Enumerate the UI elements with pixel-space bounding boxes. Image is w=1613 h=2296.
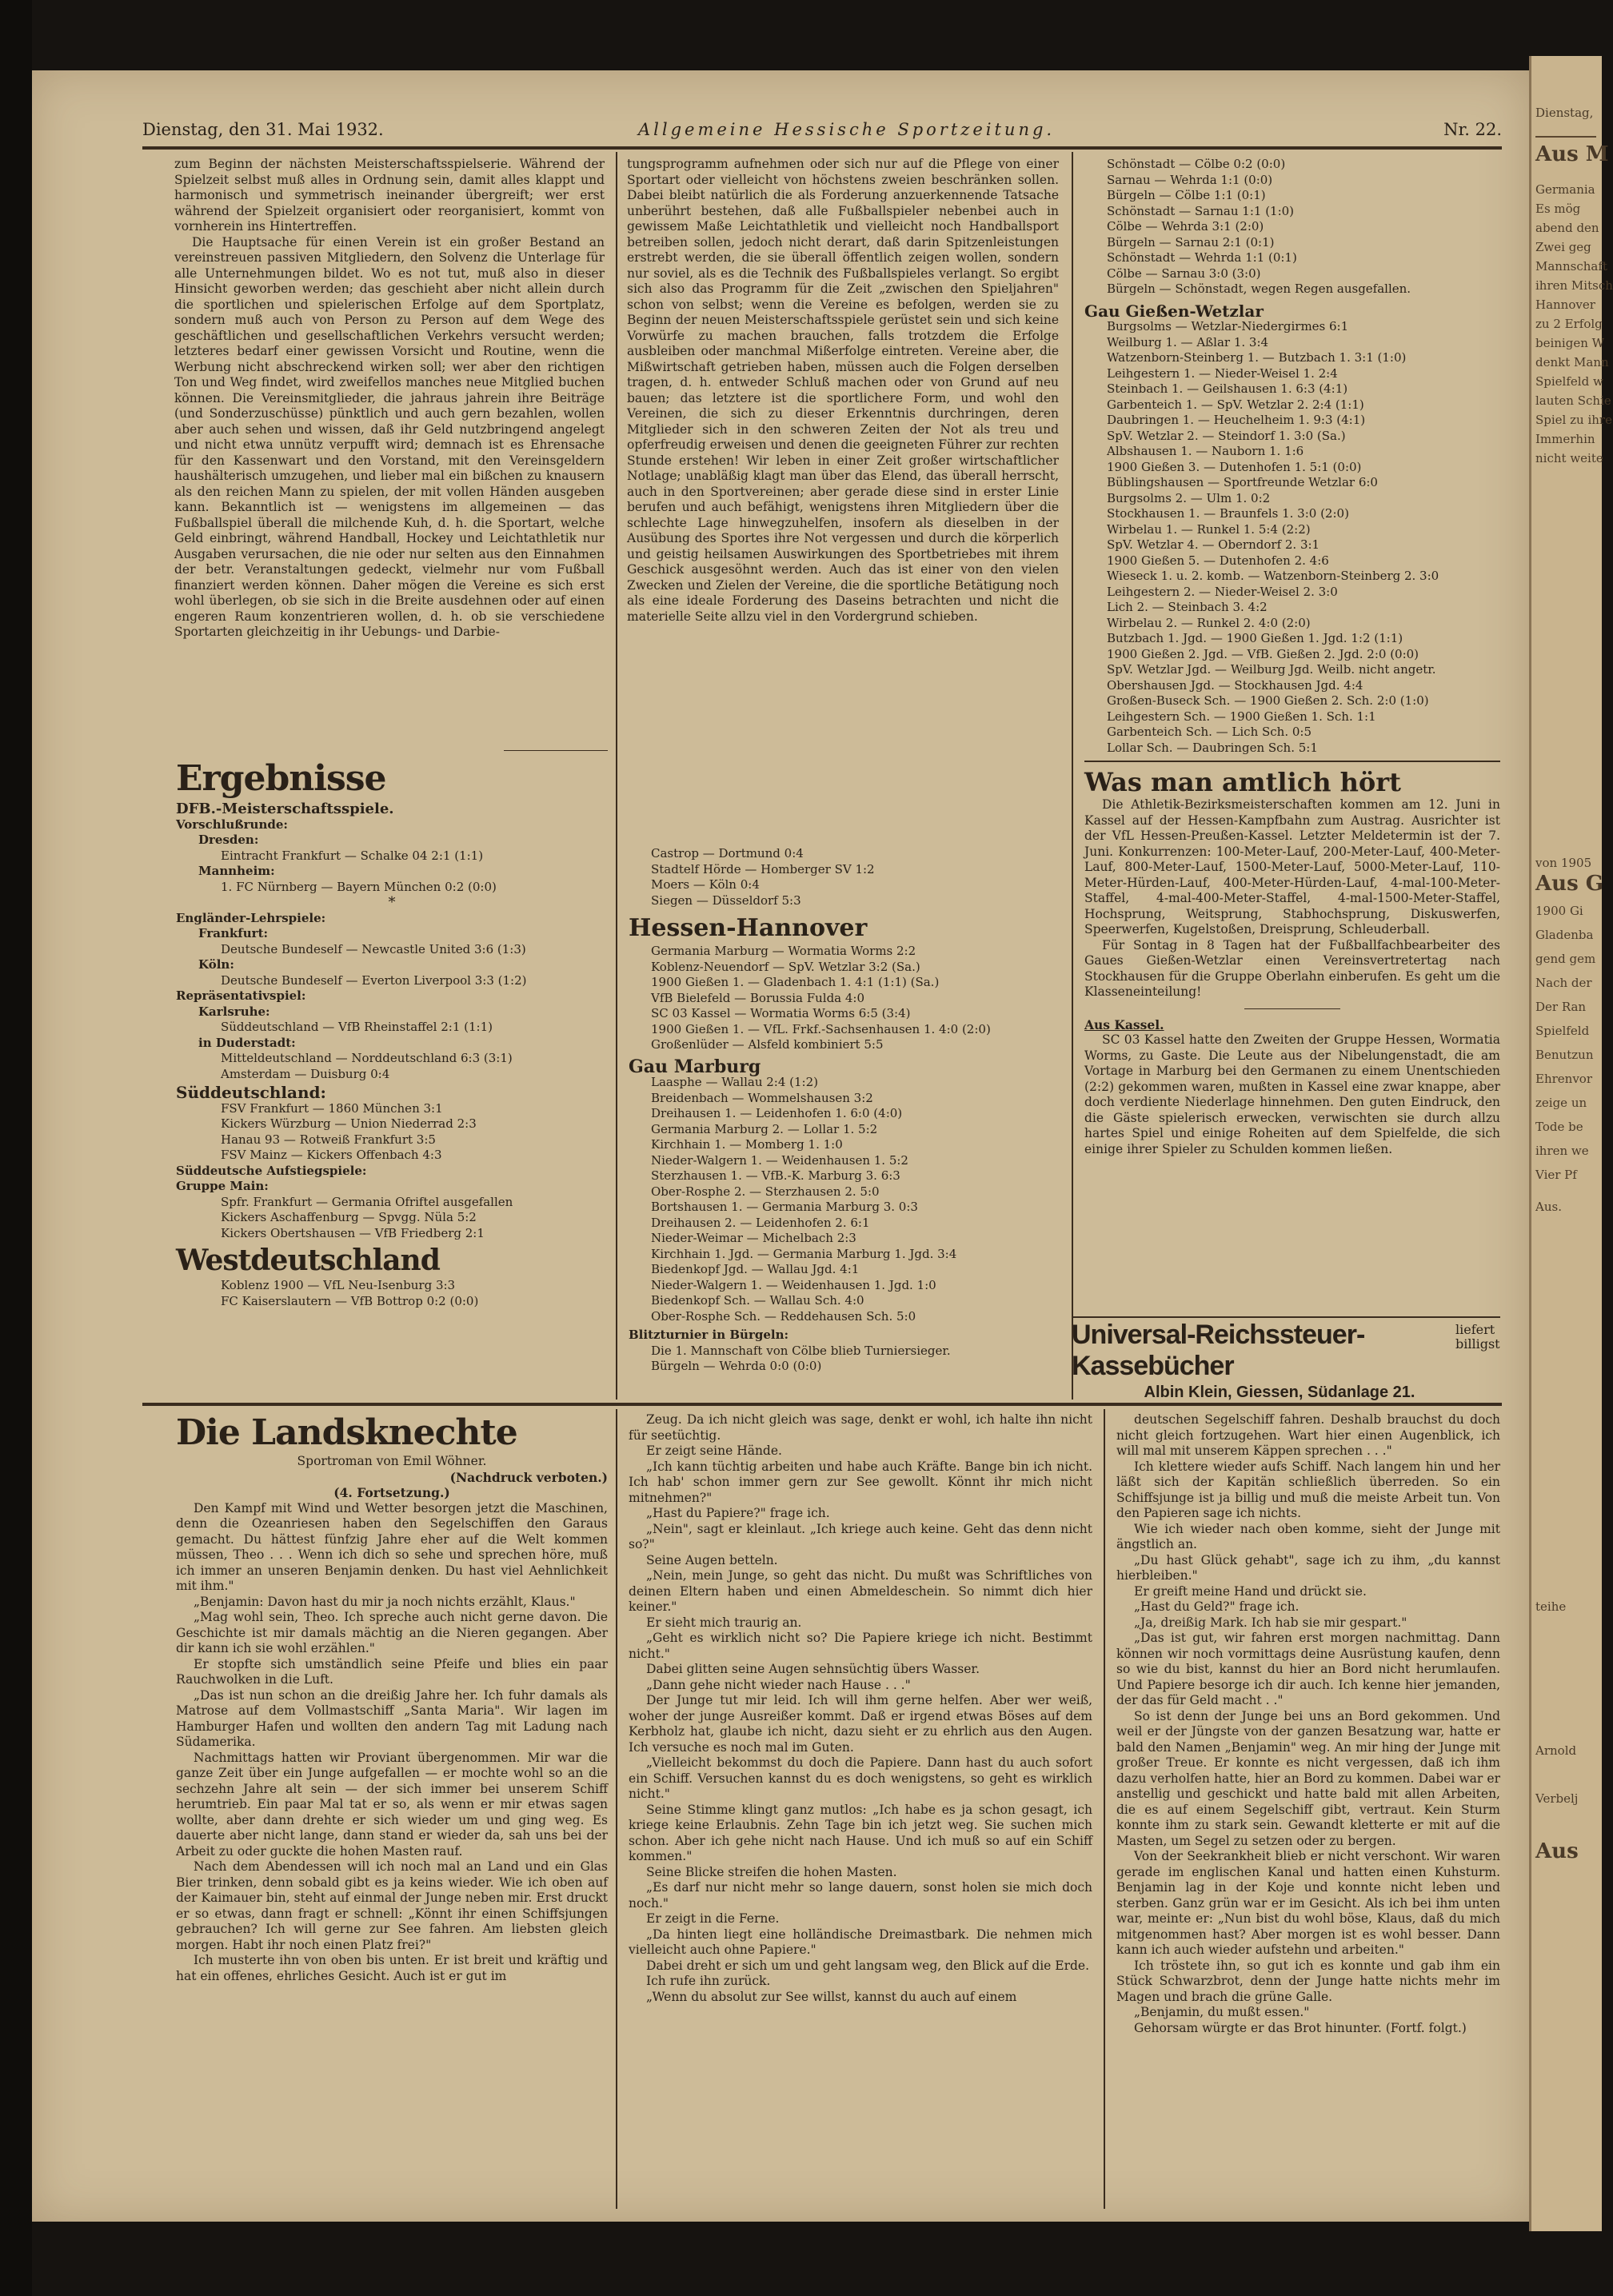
result-line: 1900 Gießen 5. — Dutenhofen 2. 4:6 [1107, 553, 1329, 568]
result-line: Nieder-Weimar — Michelbach 2:3 [651, 1231, 856, 1245]
novel-paragraph: Seine Stimme klingt ganz mutlos: „Ich habe es ja schon gesagt, ich kriege keine Erlaubnis. Zehn Tage bin ich jetzt weg. Sie suchen mich schon. Aber ich gehe nicht nach Hause. Und ich muß so auf ein Schiff kommen." [629, 1802, 1092, 1863]
next-page-fragment: teihe [1535, 1599, 1567, 1614]
next-page-fragment: Spielfeld w [1535, 374, 1603, 389]
result-line: Kirchhain 1. Jgd. — Germania Marburg 1. Jgd. 3:4 [651, 1246, 957, 1261]
result-line: Nieder-Walgern 1. — Weidenhausen 1. Jgd. 1:0 [651, 1277, 936, 1292]
column-rule [616, 1409, 617, 2209]
next-page-fragment: Nach der [1535, 976, 1592, 990]
result-line: Repräsentativspiel: [176, 988, 306, 1003]
next-page-fragment: Immerhin [1535, 432, 1595, 446]
gau-giessen-heading: Gau Gießen-Wetzlar [1084, 301, 1264, 321]
hessen-heading: Hessen-Hannover [629, 914, 868, 942]
blitz-heading: Blitzturnier in Bürgeln: [629, 1328, 789, 1342]
result-line: Großen-Buseck Sch. — 1900 Gießen 2. Sch. 2:0 (1:0) [1107, 693, 1429, 708]
column-rule [616, 152, 617, 1400]
result-line: Büblingshausen — Sportfreunde Wetzlar 6:0 [1107, 475, 1378, 489]
result-line: Spfr. Frankfurt — Germania Ofriftel ausgefallen [221, 1194, 513, 1209]
result-line: Lich 2. — Steinbach 3. 4:2 [1107, 600, 1268, 614]
result-line: Siegen — Düsseldorf 5:3 [651, 892, 801, 908]
novel-paragraph: „Hast du Papiere?" frage ich. [646, 1506, 830, 1520]
next-page-fragment: ihren Mitsch [1535, 278, 1613, 293]
result-line: Garbenteich Sch. — Lich Sch. 0:5 [1107, 725, 1312, 739]
amtlich-heading: Was man amtlich hört [1084, 767, 1401, 797]
ad-side-text: liefert billigst [1455, 1322, 1500, 1352]
gau-marburg-heading: Gau Marburg [629, 1056, 761, 1077]
result-line: 1900 Gießen 1. — Gladenbach 1. 4:1 (1:1) (Sa.) [651, 975, 940, 989]
result-line: Breidenbach — Wommelshausen 3:2 [651, 1090, 873, 1105]
result-line: Ober-Rosphe 2. — Sterzhausen 2. 5:0 [651, 1184, 880, 1199]
novel-paragraph: „Vielleicht bekommst du doch die Papiere. Dann hast du auch sofort ein Schiff. Versuchen kannst du es doch wenigstens, so geht es wirklich nicht." [629, 1755, 1092, 1801]
result-line: SpV. Wetzlar Jgd. — Weilburg Jgd. Weilb. nicht angetr. [1107, 662, 1436, 677]
next-page-fragment: Arnold [1535, 1743, 1577, 1758]
novel-paragraph: Nach dem Abendessen will ich noch mal an Land und ein Glas Bier trinken, denn sobald gibt es ja keins wieder. Wie ich oben auf der Kaimauer bin, steht auf einmal der Junge neben mir. Erst druckt er so etwas, dann fragt er schnell: „Könnt ihr einen Schiffsjungen gebrauchen? Ich will gerne zur See fahren. Am liebsten gleich morgen. Habt ihr noch einen Platz frei?" [176, 1859, 608, 1952]
result-line: Kickers Aschaffenburg — Spvgg. Nüla 5:2 [221, 1210, 477, 1224]
novel-text-3 [1116, 1412, 1500, 2036]
result-line: Deutsche Bundeself — Newcastle United 3:6 (1:3) [221, 941, 526, 956]
next-page-fragment: beinigen W [1535, 336, 1605, 350]
next-page-fragment: Zwei geg [1535, 240, 1591, 254]
result-line: Daubringen 1. — Heuchelheim 1. 9:3 (4:1) [1107, 413, 1366, 427]
next-page-date: Dienstag, [1535, 106, 1594, 120]
article-paragraph: Die Hauptsache für einen Verein ist ein großer Bestand an vereinstreuen passiven Mitgliedern, den Solvenz die Unterlage für alle Unternehmungen bildet. Wo es not tut, muß also in dieser Hinsicht geworben werden; das geschieht aber nicht allein durch die sportlichen und spielerischen Erfolge auf dem Sportplatz, sondern muß auch von Person zu Person auf dem Wege des geschäftlichen und gesellschaftlichen Verkehrs versucht werden; letzteres bedarf einer gewissen Vorsicht und Routine, wenn die Werbung nicht abschreckend wirken soll; wer aber den richtigen Ton und Weg findet, wird zweifellos manches neue Mitglied buchen können. Die Vereinsmitglieder, die jahraus jahrein ihre Beiträge (und Sonderzuschüsse) pünktlich und auch gern bezahlen, wollen aber auch sehen und wissen, daß ihr Geld nutzbringend angelegt und nicht etwa unnütz verpufft wird; demnach ist es Ehrensache für den Kassenwart und den Vorstand, mit den Vereinsgeldern haushälterisch umzugehen, und lieber mal ein bißchen zu knausern als den reichen Mann zu spielen, der mit vollen Händen ausgeben kann. Bekanntlich ist — wenigstens im allgemeinen — das Fußballspiel überall die milchende Kuh, d. h. die Sportart, welche Geld einbringt, während Handball, Hockey und Leichtathletik nur Ausgaben verursachen, die nie oder nur selten aus den Einnahmen der betr. Veranstaltungen gedeckt, vielmehr nur vom Fußball finanziert werden können. Daher mögen die Vereine es sich erst wohl überlegen, ob sie sich in die Breite ausdehnen oder auf einen engeren Raum konzentrieren wollen, d. h. ob sie verschiedene Sportarten gleichzeitig in ihr Uebungs- und Darbie- [174, 234, 605, 639]
novel-part: (4. Fortsetzung.) [333, 1485, 450, 1500]
result-line: Köln: [198, 957, 234, 972]
result-line: Süddeutsche Aufstiegspiele: [176, 1163, 367, 1178]
result-line: Biedenkopf Sch. — Wallau Sch. 4:0 [651, 1293, 864, 1308]
marburg-results-list [629, 1075, 1067, 1324]
result-line: Eintracht Frankfurt — Schalke 04 2:1 (1:1) [221, 848, 484, 863]
result-line: SC 03 Kassel — Wormatia Worms 6:5 (3:4) [651, 1006, 911, 1020]
article-column-2 [627, 157, 1059, 625]
result-line: FSV Mainz — Kickers Offenbach 4:3 [221, 1148, 442, 1162]
novel-paragraph: Dabei glitten seine Augen sehnsüchtig übers Wasser. [646, 1662, 980, 1676]
result-line: Biedenkopf Jgd. — Wallau Jgd. 4:1 [651, 1262, 860, 1276]
novel-paragraph: „Das ist gut, wir fahren erst morgen nachmittag. Dann können wir noch vormittags deine Ausrüstung kaufen, denn so wie du bist, kannst du hier an Bord nicht herumlaufen. Und Papiere besorge ich dir auch. Ich kenne hier jemanden, der das für Geld macht . ." [1116, 1631, 1500, 1707]
result-line: 1. FC Nürnberg — Bayern München 0:2 (0:0) [221, 879, 497, 894]
novel-column-2 [629, 1412, 1092, 2005]
next-page-fragment: Es mög [1535, 202, 1581, 216]
novel-paragraph: deutschen Segelschiff fahren. Deshalb brauchst du doch nicht gleich fortzugehen. Wart hier einen Augenblick, ich will mal mit unserem Käppen sprechen . . ." [1116, 1412, 1500, 1458]
result-line: FSV Frankfurt — 1860 München 3:1 [221, 1100, 443, 1116]
next-page-heading-2: Aus G [1535, 872, 1603, 896]
results-heading: Ergebnisse [176, 758, 386, 799]
result-line: Leihgestern Sch. — 1900 Gießen 1. Sch. 1:1 [1107, 709, 1376, 724]
advertisement [1072, 1320, 1500, 1408]
issue-number: Nr. 22. [1443, 120, 1502, 139]
result-line: Cölbe — Wehrda 3:1 (2:0) [1107, 219, 1264, 234]
result-line: Leihgestern 1. — Nieder-Weisel 1. 2:4 [1107, 365, 1338, 381]
result-line: Schönstadt — Wehrda 1:1 (0:1) [1107, 250, 1297, 265]
novel-paragraph: Nachmittags hatten wir Proviant übergenommen. Mir war die ganze Zeit über ein Junge aufgefallen — er mochte wohl so an die sechzehn Jahre alt sein — der sich immer bei unserem Schiff herumtrieb. Ein paar Mal tat er so, als wenn er mir etwas sagen wollte, aber dann drehte er sich wieder um und ging weg. Es dauerte aber nicht lange, dann stand er wieder da, sah uns bei der Arbeit zu oder guckte die hohen Masten rauf. [176, 1750, 608, 1859]
result-line: Weilburg 1. — Aßlar 1. 3:4 [1107, 334, 1269, 349]
result-line: in Duderstadt: [198, 1035, 296, 1050]
result-line: Frankfurt: [198, 926, 269, 940]
result-line: Bürgeln — Sarnau 2:1 (0:1) [1107, 234, 1275, 250]
novel-heading: Die Landsknechte [176, 1412, 517, 1453]
result-line: Süddeutschland — VfB Rheinstaffel 2:1 (1:1) [221, 1020, 493, 1034]
next-page-heading-3: Aus [1535, 1839, 1579, 1863]
result-line: SpV. Wetzlar 4. — Oberndorf 2. 3:1 [1107, 537, 1320, 552]
novel-paragraph: Er greift meine Hand und drückt sie. [1134, 1583, 1367, 1599]
article-paragraph: tungsprogramm aufnehmen oder sich nur auf die Pflege von einer Sportart oder vielleicht von höchstens zweien beschränken sollen. Dabei bleibt natürlich die als Forderung anzuerkennende Tatsache unberührt bestehen, daß alle Fußballspieler nebenbei auch in gewissem Maße Leichtathletik und vielleicht noch Handballsport betreiben sollen, jedoch nicht derart, daß darin Spitzenleistungen erstrebt werden, die sie überall öffentlich zeigen wollen, sondern nur soviel, als es die Technik des Fußballspieles verlangt. So ergibt sich also das Programm für die Zeit „zwischen den Spieljahren" schon von selbst; wenn die Vereine es befolgen, werden sie zu Beginn der neuen Meisterschaftsspiele gerüstet sein und sich keine Vorwürfe zu machen brauchen, falls trotzdem die Erfolge ausbleiben oder manchmal Mißerfolge eintreten. Vereine aber, die Mißwirtschaft getrieben haben, müssen auch die Folgen derselben tragen, d. h. entweder Schluß machen oder von Grund auf neu bauen; das letztere ist die sportlichere Form, und wohl den Vereinen, die sich zu dieser Erkenntnis durchringen, deren Mitglieder sich in den schweren Zeiten der Not als treu und opferfreudig erweisen und denen die geeigneten Führer zur rechten Stunde erstehen! Wir leben in einer Zeit großer wirtschaftlicher Notlage; unabläßig klagt man über das Elend, das überall herrscht, auch in den Sportvereinen; aber gerade diese sind in erster Linie berufen und auch befähigt, wenigstens ihren Mitgliedern über die schlechte Lage hinwegzuhelfen, insofern als dieselben in der Ausübung des Sportes ihre Not vergessen und durch die körperlich und geistig heilsamen Auswirkungen des Sportbetriebes mit ihrem Geschick ausgesöhnt werden. Auch das ist einer von den vielen Zwecken und Zielen der Vereine, die die sportliche Betätigung noch als eine ideale Forderung des Daseins betrachten und nicht die materielle Seite allzu viel in den Vordergrund schieben. [627, 157, 1059, 624]
next-page-fragment: gend gem [1535, 952, 1596, 966]
result-line: Dresden: [198, 833, 259, 847]
result-line: Burgsolms — Wetzlar-Niedergirmes 6:1 [1107, 319, 1349, 333]
novel-paragraph: Dabei dreht er sich um und geht langsam weg, den Blick auf die Erde. [646, 1958, 1090, 1973]
result-line: FC Kaiserslautern — VfB Bottrop 0:2 (0:0) [221, 1293, 479, 1308]
article-column-1 [174, 157, 605, 641]
novel-paragraph: „Das ist nun schon an die dreißig Jahre her. Ich fuhr damals als Matrose auf dem Vollmastschiff „Santa Maria". Wir lagen im Hamburger Hafen und wollten den andern Tag mit Ladung nach Südamerika. [176, 1687, 608, 1749]
next-page-fragment: Gladenba [1535, 928, 1594, 942]
next-page-fragment: von 1905 [1535, 856, 1592, 870]
west-heading: Westdeutschland [176, 1244, 440, 1277]
result-line: Kirchhain 1. — Momberg 1. 1:0 [651, 1137, 843, 1152]
result-line: Cölbe — Sarnau 3:0 (3:0) [1107, 266, 1261, 281]
column-rule [1104, 1409, 1105, 2209]
result-line: Dreihausen 2. — Leidenhofen 2. 6:1 [651, 1215, 870, 1230]
novel-paragraph: Zeug. Da ich nicht gleich was sage, denkt er wohl, ich halte ihn nicht für seetüchtig. [629, 1412, 1092, 1443]
novel-paragraph: Seine Augen betteln. [646, 1552, 778, 1567]
result-line: Steinbach 1. — Geilshausen 1. 6:3 (4:1) [1107, 381, 1348, 396]
results-subheading: DFB.-Meisterschaftsspiele. [176, 801, 394, 817]
novel-paragraph: „Nein, mein Junge, so geht das nicht. Du mußt was Schriftliches von deinen Eltern haben und einen Abmeldeschein. So nimmt dich hier keiner." [629, 1568, 1092, 1614]
result-line: Schönstadt — Sarnau 1:1 (1:0) [1107, 203, 1295, 218]
novel-paragraph: „Ich kann tüchtig arbeiten und habe auch Kräfte. Bange bin ich nicht. Ich hab' schon immer gern zur See gewollt. Könnt ihr mich nicht mitnehmen?" [629, 1459, 1092, 1505]
hessen-results-list [629, 944, 1067, 1053]
kassel-heading: Aus Kassel. [1084, 1016, 1164, 1032]
result-line: Castrop — Dortmund 0:4 [651, 846, 804, 861]
amtlich-text-2: Für Sontag in 8 Tagen hat der Fußballfachbearbeiter des Gaues Gießen-Wetzlar einen Vereinsvertretertag nach Stockhausen für die Gruppe Oberlahn einberufen. Es geht um die Klasseneinteilung! [1084, 937, 1500, 999]
next-page-fragment: Vier Pf [1535, 1168, 1577, 1182]
result-line: Mannheim: [198, 864, 275, 878]
result-line: Ober-Rosphe Sch. — Reddehausen Sch. 5:0 [651, 1308, 916, 1324]
result-line: Wieseck 1. u. 2. komb. — Watzenborn-Steinberg 2. 3:0 [1107, 569, 1439, 583]
result-line: Kickers Obertshausen — VfB Friedberg 2:1 [221, 1225, 485, 1240]
next-page-fragment: Verbelj [1535, 1791, 1579, 1806]
result-line: 1900 Gießen 2. Jgd. — VfB. Gießen 2. Jgd. 2:0 (0:0) [1107, 646, 1419, 661]
novel-paragraph: Wie ich wieder nach oben komme, sieht der Junge mit ängstlich an. [1116, 1521, 1500, 1551]
result-line: Laasphe — Wallau 2:4 (1:2) [651, 1075, 818, 1089]
issue-date: Dienstag, den 31. Mai 1932. [142, 120, 384, 139]
ad-title: Universal-Reichssteuer-Kassebücher [1072, 1320, 1365, 1381]
novel-text-2 [629, 1412, 1092, 2005]
newspaper-title: Allgemeine Hessische Sportzeitung. [638, 120, 1056, 139]
article-paragraph: zum Beginn der nächsten Meisterschaftsspielserie. Während der Spielzeit selbst muß alles in Ordnung sein, damit alles klappt und harmonisch und symmetrisch ineinander übergreift; wer erst während der Spielzeit organisiert oder reorganisiert, kommt von vornherein ins Hintertreffen. [174, 157, 605, 234]
next-page-fragment: Spiel zu ihre [1535, 413, 1612, 427]
next-page-rule [1535, 136, 1596, 138]
result-line: Amsterdam — Duisburg 0:4 [221, 1066, 390, 1081]
next-page-fragment: lauten Schie [1535, 393, 1611, 408]
novel-note: (Nachdruck verboten.) [449, 1469, 608, 1485]
giessen-results-list [1084, 319, 1500, 756]
result-line: SpV. Wetzlar 2. — Steindorf 1. 3:0 (Sa.) [1107, 428, 1346, 443]
novel-paragraph: „Wenn du absolut zur See willst, kannst du auch auf einem [646, 1989, 1017, 2004]
novel-paragraph: Er zeigt in die Ferne. [646, 1911, 780, 1926]
novel-paragraph: „Mag wohl sein, Theo. Ich spreche auch nicht gerne davon. Die Geschichte ist mir damals mächtig an die Nieren gegangen. Aber dir kann ich sie wohl erzählen." [176, 1610, 608, 1655]
next-page-fragment: zeige un [1535, 1096, 1587, 1110]
result-line: Bürgeln — Cölbe 1:1 (0:1) [1107, 188, 1266, 202]
result-line: * [388, 894, 396, 911]
result-line: Sterzhausen 1. — VfB.-K. Marburg 3. 6:3 [651, 1168, 900, 1183]
result-line: Butzbach 1. Jgd. — 1900 Gießen 1. Jgd. 1:2 (1:1) [1107, 631, 1403, 645]
result-line: Karlsruhe: [198, 1004, 270, 1019]
novel-paragraph: „Geht es wirklich nicht so? Die Papiere kriege ich nicht. Bestimmt nicht." [629, 1631, 1092, 1661]
novel-text-1 [176, 1501, 608, 1985]
result-line: Nieder-Walgern 1. — Weidenhausen 1. 5:2 [651, 1152, 908, 1168]
next-page-fragment: Ehrenvor [1535, 1072, 1592, 1086]
result-line: Vorschlußrunde: [176, 817, 288, 832]
header-rule [142, 146, 1502, 150]
result-line: Stadtelf Hörde — Homberger SV 1:2 [651, 861, 875, 876]
result-line: Wirbelau 2. — Runkel 2. 4:0 (2:0) [1107, 615, 1311, 630]
result-line: Lollar Sch. — Daubringen Sch. 5:1 [1107, 740, 1318, 755]
section-rule [1084, 761, 1500, 762]
novel-paragraph: „Nein", sagt er kleinlaut. „Ich kriege auch keine. Geht das denn nicht so?" [629, 1521, 1092, 1551]
result-line: Leihgestern 2. — Nieder-Weisel 2. 3:0 [1107, 584, 1338, 599]
result-line: Süddeutschland: [176, 1083, 326, 1102]
results-list [176, 817, 608, 1242]
novel-paragraph: Ich musterte ihn von oben bis unten. Er ist breit und kräftig und hat ein offenes, ehrliches Gesicht. Auch ist er gut im [176, 1953, 608, 1983]
novel-paragraph: Seine Blicke streifen die hohen Masten. [646, 1864, 897, 1879]
next-page-fragment: abend den [1535, 221, 1599, 235]
novel-paragraph: „Da hinten liegt eine holländische Dreimastbark. Die nehmen mich vielleicht auch ohne Papiere." [629, 1927, 1092, 1957]
result-line: Bürgeln — Wehrda 0:0 (0:0) [651, 1359, 822, 1373]
novel-byline: Sportroman von Emil Wöhner. [297, 1454, 487, 1468]
novel-paragraph: „Benjamin, du mußt essen." [1134, 2005, 1310, 2019]
result-line: Wirbelau 1. — Runkel 1. 5:4 (2:2) [1107, 521, 1311, 537]
amtlich-text: Die Athletik-Bezirksmeisterschaften kommen am 12. Juni in Kassel auf der Hessen-Kampfbahn zum Austrag. Ausrichter ist der VfL Hessen-Preußen-Kassel. Letzter Meldetermin ist der 7. Juni. Konkurrenzen: 100-Meter-Lauf, 200-Meter-Lauf, 400-Meter-Lauf, 800-Meter-Lauf, 1500-Meter-Lauf, 5000-Meter-Lauf, 110-Meter-Hürden-Lauf, 400-Meter-Hürden-Lauf, 4-mal-100-Meter-Staffel, 4-mal-400-Meter-Staffel, 4-mal-1500-Meter-Staffel, Hochsprung, Weitsprung, Stabhochsprung, Diskuswerfen, Speerwerfen, Kugelstoßen, Dreisprung, Schleuderball. [1084, 797, 1500, 936]
result-line: 1900 Gießen 3. — Dutenhofen 1. 5:1 (0:0) [1107, 459, 1362, 474]
next-page-fragment: Germania [1535, 182, 1595, 197]
novel-paragraph: Ich rufe ihn zurück. [646, 1974, 771, 1988]
novel-paragraph: Von der Seekrankheit blieb er nicht verschont. Wir waren gerade im englischen Kanal und hatten einen Kuhsturm. Benjamin lag in der Koje und konnte nicht leben und sterben. Ganz grün war er im Gesicht. Als ich bei ihm unten war, meinte er: „Nun bist du wohl böse, Klaus, daß du mich mitgenommen hast? Aber morgen ist es wohl besser. Dann kann ich auch wieder aufstehn und arbeiten." [1116, 1849, 1500, 1957]
novel-paragraph: „Es darf nur nicht mehr so lange dauern, sonst holen sie mich doch noch." [629, 1880, 1092, 1911]
novel-paragraph: Ich klettere wieder aufs Schiff. Nach langem hin und her läßt sich der Kapitän schließlich überreden. So ein Schiffsjunge ist ja billig und muß die meiste Arbeit tun. Von den Papieren sage ich nichts. [1116, 1459, 1500, 1520]
next-page-fragment: Hannover [1535, 297, 1595, 312]
result-line: Großenlüder — Alsfeld kombiniert 5:5 [651, 1037, 884, 1052]
next-page-fragment: Spielfeld [1535, 1024, 1590, 1038]
ad-address: Albin Klein, Giessen, Südanlage 21. [1144, 1384, 1415, 1401]
next-page-fragment: Benutzun [1535, 1048, 1594, 1062]
result-line: Engländer-Lehrspiele: [176, 910, 326, 925]
novel-paragraph: Der Junge tut mir leid. Ich will ihm gerne helfen. Aber wer weiß, woher der junge Ausreißer kommt. Daß er irgend etwas Böses auf dem Kerbholz hat, glaube ich nicht, dazu sieht er zu ehrlich aus den Augen. Ich versuche es noch mal im Guten. [629, 1693, 1092, 1755]
page-header [142, 120, 1502, 144]
next-page-fragment: denkt Mann [1535, 355, 1609, 369]
novel-paragraph: Den Kampf mit Wind und Wetter besorgen jetzt die Maschinen, denn die Ozeanriesen haben den Segelschiffen den Garaus gemacht. Du hättest fünfzig Jahre eher auf die Welt kommen müssen, Theo . . . Wenn ich dich so sehe und sprechen höre, muß ich immer an unseren Benjamin denken. Du hast viel Aehnlichkeit mit ihm." [176, 1500, 608, 1593]
next-page-fragment: ihren we [1535, 1144, 1589, 1158]
next-page-heading-1: Aus M [1535, 142, 1609, 166]
result-line: Germania Marburg 2. — Lollar 1. 5:2 [651, 1121, 878, 1136]
result-line: Mitteldeutschland — Norddeutschland 6:3 (3:1) [221, 1051, 513, 1065]
next-page-fragment: Tode be [1535, 1120, 1583, 1134]
result-line: Bortshausen 1. — Germania Marburg 3. 0:3 [651, 1200, 918, 1214]
result-line: Albshausen 1. — Nauborn 1. 1:6 [1107, 444, 1304, 458]
next-page-fragment: nicht weite [1535, 451, 1603, 465]
novel-paragraph: „Benjamin: Davon hast du mir ja noch nichts erzählt, Klaus." [194, 1594, 576, 1609]
result-line: Hanau 93 — Rotweiß Frankfurt 3:5 [221, 1132, 436, 1147]
novel-paragraph: Er stopfte sich umständlich seine Pfeife und blies ein paar Rauchwolken in die Luft. [176, 1656, 608, 1687]
kassel-text: SC 03 Kassel hatte den Zweiten der Gruppe Hessen, Wormatia Worms, zu Gaste. Die Leute aus der Nibelungenstadt, die am Vortage in Marburg bei den Germanen zu einem Unentschieden (2:2) gekommen waren, mußten in Kassel eine zwar knappe, aber doch verdiente Niederlage hinnehmen. Den guten Eindruck, den die Gäste spielerisch erwecken, verwischten sie durch allzu hartes Spiel und einige Roheiten auf dem Spielfelde, die sich einige ihrer Spieler zu Schulden kommen ließen. [1084, 1032, 1500, 1156]
right-results-list [1084, 157, 1500, 297]
result-line: Kickers Würzburg — Union Niederrad 2:3 [221, 1116, 477, 1131]
result-line: VfB Bielefeld — Borussia Fulda 4:0 [651, 990, 865, 1005]
result-line: Gruppe Main: [176, 1179, 269, 1193]
result-line: Burgsolms 2. — Ulm 1. 0:2 [1107, 490, 1271, 505]
next-page-fragment: Mannschaft [1535, 259, 1607, 274]
next-page-fragment: Aus. [1535, 1200, 1562, 1214]
result-line: Koblenz-Neuendorf — SpV. Wetzlar 3:2 (Sa.) [651, 959, 920, 974]
middle-results [629, 846, 1067, 1375]
result-line: Bürgeln — Schönstadt, wegen Regen ausgefallen. [1107, 282, 1411, 296]
result-line: 1900 Gießen 1. — VfL. Frkf.-Sachsenhausen 1. 4:0 (2:0) [651, 1021, 991, 1036]
right-results [1084, 157, 1500, 1157]
article-end-rule [504, 750, 608, 751]
next-page-fragment: zu 2 Erfolg [1535, 317, 1603, 331]
column-rule [1072, 152, 1073, 1400]
next-page-fragment: Der Ran [1535, 1000, 1587, 1014]
novel-paragraph: Er zeigt seine Hände. [646, 1443, 782, 1458]
short-rule [1244, 1008, 1340, 1009]
scan-border [0, 0, 32, 2296]
novel-paragraph: „Hast du Geld?" frage ich. [1134, 1599, 1300, 1614]
novel-paragraph: So ist denn der Junge bei uns an Bord gekommen. Und weil er der Jüngste von der ganzen Besatzung war, hatte er bald den Namen „Benjamin" weg. An mir hing der Junge mit großer Treue. Er konnte es nicht vergessen, daß ich ihm dazu verholfen hatte, hier an Bord zu kommen. Dabei war er anstellig und geschickt und hatte bald mit allen Arbeiten, die es auf einem Segelschiff gibt, vertraut. Kein Sturm konnte ihm zu stark sein. Gewandt kletterte er mit auf die Masten, um Segel zu setzen oder zu bergen. [1116, 1708, 1500, 1848]
result-line: Schönstadt — Cölbe 0:2 (0:0) [1107, 157, 1286, 171]
result-line: Moers — Köln 0:4 [651, 877, 760, 892]
next-page-fragment: 1900 Gi [1535, 904, 1583, 918]
novel-paragraph: „Dann gehe nicht wieder nach Hause . . ." [646, 1677, 911, 1692]
novel-paragraph: Gehorsam würgte er das Brot hinunter. (Fortf. folgt.) [1134, 2020, 1467, 2035]
result-line: Die 1. Mannschaft von Cölbe blieb Turniersieger. [651, 1343, 951, 1358]
result-line: Dreihausen 1. — Leidenhofen 1. 6:0 (4:0) [651, 1106, 903, 1120]
result-line: Watzenborn-Steinberg 1. — Butzbach 1. 3:1 (1:0) [1107, 350, 1407, 365]
novel-paragraph: „Du hast Glück gehabt", sage ich zu ihm, „du kannst hierbleiben." [1116, 1552, 1500, 1583]
section-separator [142, 1403, 1502, 1406]
result-line: Obershausen Jgd. — Stockhausen Jgd. 4:4 [1107, 677, 1363, 693]
result-line: Germania Marburg — Wormatia Worms 2:2 [651, 944, 916, 958]
result-line: Deutsche Bundeself — Everton Liverpool 3:3 (1:2) [221, 972, 527, 988]
results-section [176, 758, 608, 1309]
novel-column-1 [176, 1412, 608, 1984]
result-line: Garbenteich 1. — SpV. Wetzlar 2. 2:4 (1:1) [1107, 397, 1364, 412]
result-line: Koblenz 1900 — VfL Neu-Isenburg 3:3 [221, 1278, 456, 1292]
result-line: Sarnau — Wehrda 1:1 (0:0) [1107, 172, 1273, 187]
novel-paragraph: „Ja, dreißig Mark. Ich hab sie mir gespart." [1134, 1615, 1407, 1630]
novel-column-3 [1116, 1412, 1500, 2036]
novel-paragraph: Er sieht mich traurig an. [646, 1615, 802, 1630]
ad-rule-top [1073, 1316, 1500, 1318]
novel-paragraph: Ich tröstete ihn, so gut ich es konnte und gab ihm ein Stück Schwarzbrot, denn der Junge hatte nichts mehr im Magen und brach die grüne Galle. [1116, 1958, 1500, 2004]
result-line: Stockhausen 1. — Braunfels 1. 3:0 (2:0) [1107, 506, 1349, 521]
